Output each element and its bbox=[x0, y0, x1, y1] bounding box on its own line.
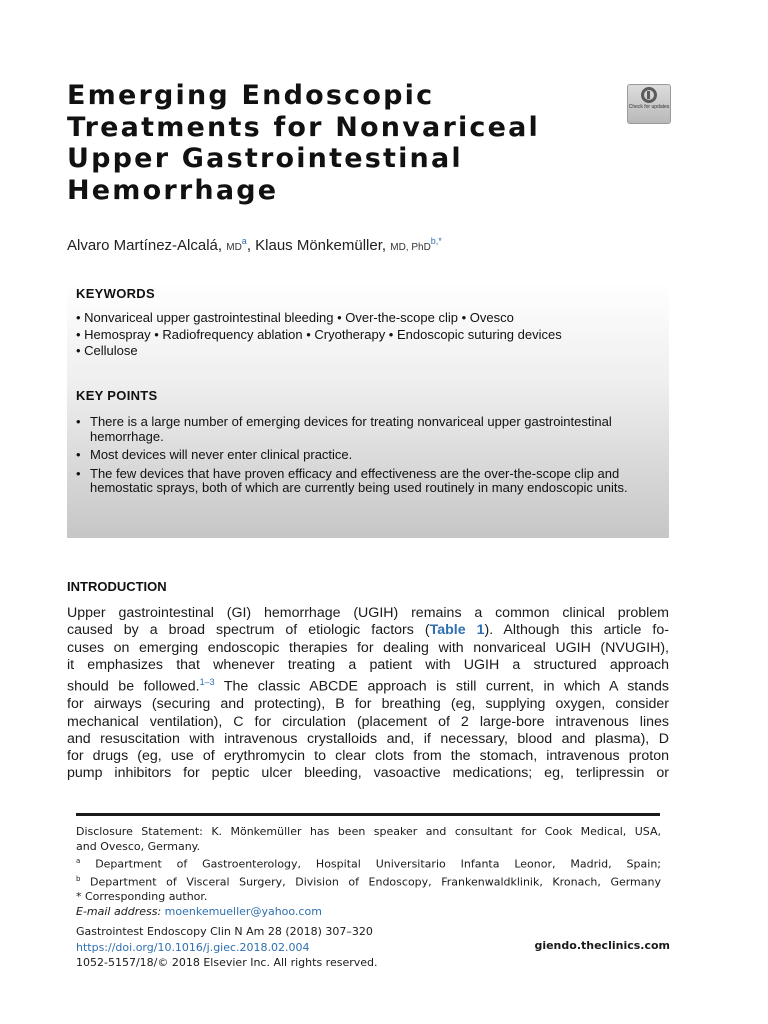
title-line: Hemorrhage bbox=[67, 174, 279, 206]
keywords-keypoints-box bbox=[67, 282, 669, 538]
footnote-divider bbox=[76, 813, 660, 816]
affiliation-a bbox=[76, 854, 661, 872]
author-degree: MD, PhD bbox=[390, 242, 431, 253]
paragraph-line: for drugs (eg, use of erythromycin to clear clots from the stomach, intravenous proton bbox=[67, 748, 669, 765]
affiliation-text: Department of Visceral Surgery, Division of Endoscopy, Frankenwaldklinik, Kronach, Germany bbox=[90, 875, 661, 889]
text-run: The classic ABCDE approach is still current, in which A stands bbox=[214, 678, 669, 695]
bullet-icon: • bbox=[76, 447, 81, 462]
affiliation-marker[interactable]: b,* bbox=[430, 236, 442, 246]
title-line: Emerging Endoscopic bbox=[67, 80, 435, 111]
affiliation-marker[interactable]: a bbox=[241, 236, 247, 246]
key-points-heading: KEY POINTS bbox=[76, 388, 158, 403]
author-line: Alvaro Martínez-Alcalá, $MD^a$, Klaus Mönkemüller, MD, PhD$^{b,*}$ bbox=[67, 236, 442, 254]
text-run: should be followed. bbox=[67, 678, 200, 695]
affiliation-marker: b bbox=[76, 874, 81, 883]
introduction-paragraph bbox=[67, 605, 669, 783]
email-line bbox=[76, 904, 661, 919]
disclosure-line: Disclosure Statement: K. Mönkemüller has been speaker and consultant for Cook Medical, USA, bbox=[76, 825, 661, 838]
title-line: Upper Gastrointestinal bbox=[67, 143, 463, 174]
author-degree: MD bbox=[226, 242, 242, 253]
paragraph-line bbox=[67, 674, 669, 696]
author-name: Alvaro Martínez-Alcalá, bbox=[67, 237, 223, 254]
paragraph-line: mechanical ventilation), C for circulation (placement of 2 large-bore intravenous lines bbox=[67, 713, 669, 730]
affiliation-marker: a bbox=[76, 857, 81, 865]
bullet-icon: • bbox=[76, 414, 81, 429]
keywords-line: • Hemospray • Radiofrequency ablation • Cryotherapy • Endoscopic suturing devices bbox=[76, 326, 562, 342]
disclosure-line: and Ovesco, Germany. bbox=[76, 840, 201, 853]
key-point-item bbox=[76, 467, 656, 496]
affiliation-b bbox=[76, 872, 661, 890]
corresponding-author: * Corresponding author. bbox=[76, 890, 208, 904]
paragraph-line: for airways (securing and protecting), B for breathing (eg, supplying oxygen, consider bbox=[67, 696, 669, 713]
text-run: caused by a broad spectrum of etiologic factors ( bbox=[67, 622, 430, 639]
email-link[interactable]: moenkemueller@yahoo.com bbox=[164, 905, 322, 919]
reference-link[interactable]: 1–3 bbox=[199, 677, 215, 688]
affiliation-text: Department of Gastroenterology, Hospital Universitario Infanta Leonor, Madrid, Spain; bbox=[95, 857, 661, 871]
key-point-item bbox=[76, 415, 656, 444]
author-name: Klaus Mönkemüller, bbox=[255, 237, 387, 254]
check-for-updates-badge[interactable] bbox=[627, 84, 671, 124]
email-label: E-mail address: bbox=[76, 905, 162, 919]
article-title bbox=[67, 80, 607, 206]
journal-site: giendo.theclinics.com bbox=[534, 939, 670, 952]
title-line: Treatments for Nonvariceal bbox=[67, 111, 541, 143]
paragraph-line: Upper gastrointestinal (GI) hemorrhage (UGIH) remains a common clinical problem bbox=[67, 605, 669, 621]
keywords-heading: KEYWORDS bbox=[76, 286, 155, 301]
update-icon bbox=[641, 87, 657, 103]
keywords-line: • Nonvariceal upper gastrointestinal bleeding • Over-the-scope clip • Ovesco bbox=[76, 310, 514, 325]
paragraph-line: it emphasizes that whenever treating a patient with UGIH a structured approach bbox=[67, 656, 669, 673]
key-point-item bbox=[76, 448, 656, 463]
paragraph-line: and resuscitation with intravenous crystalloids and, if necessary, blood and plasma), D bbox=[67, 730, 669, 747]
text-run: ). Although this article fo- bbox=[484, 622, 669, 639]
footnotes bbox=[76, 824, 661, 919]
paragraph-line bbox=[67, 622, 669, 639]
key-points-list bbox=[76, 415, 656, 500]
journal-citation: Gastrointest Endoscopy Clin N Am 28 (2018) 307–320 bbox=[76, 925, 373, 938]
bullet-icon: • bbox=[76, 465, 81, 481]
paragraph-line: pump inhibitors for peptic ulcer bleeding, vasoactive medications; eg, terlipressin or bbox=[67, 765, 669, 782]
key-point-text: The few devices that have proven efficacy and effectiveness are the over-the-scope clip and hemostatic sprays, both of which are currently being used routinely in many endoscopic units. bbox=[90, 465, 628, 495]
copyright: 1052-5157/18/© 2018 Elsevier Inc. All rights reserved. bbox=[76, 956, 378, 969]
paragraph-line: cuses on emerging endoscopic therapies for dealing with nonvariceal UGIH (NVUGIH), bbox=[67, 639, 669, 656]
keywords-list bbox=[76, 310, 666, 360]
badge-label: Check for updates bbox=[628, 104, 670, 110]
key-point-text: Most devices will never enter clinical practice. bbox=[90, 447, 353, 462]
doi-link[interactable]: https://doi.org/10.1016/j.giec.2018.02.004 bbox=[76, 940, 310, 954]
keywords-line: • Cellulose bbox=[76, 343, 138, 358]
key-point-text: There is a large number of emerging devices for treating nonvariceal upper gastrointestinal hemorrhage. bbox=[90, 414, 612, 444]
table-1-link[interactable]: Table 1 bbox=[429, 622, 485, 639]
introduction-heading: INTRODUCTION bbox=[67, 579, 167, 594]
